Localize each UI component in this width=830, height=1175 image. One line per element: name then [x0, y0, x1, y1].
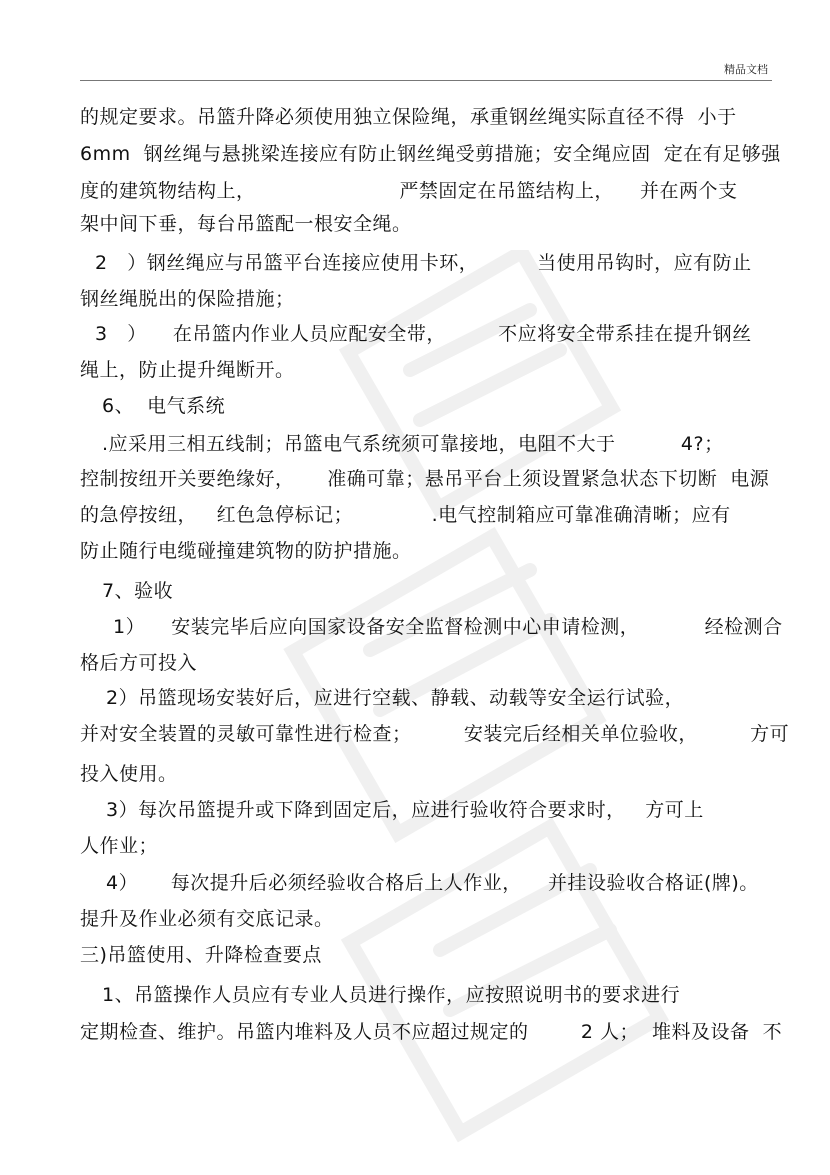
- body-line-8: 绳上，防止提升绳断开。: [80, 359, 295, 381]
- body-line-21: 人作业；: [80, 835, 159, 857]
- body-line-18: 并对安全装置的灵敏可靠性进行检查； 安装完后经相关单位验收， 方可: [80, 723, 790, 745]
- section-heading-electrical: 6、 电气系统: [102, 395, 226, 417]
- body-line-6: 钢丝绳脱出的保险措施；: [80, 288, 295, 310]
- body-line-12: 的急停按纽， 红色急停标记； .电气控制箱应可靠准确清晰；应有: [80, 504, 731, 526]
- body-line-5: 2 ）钢丝绳应与吊篮平台连接应使用卡环， 当使用吊钩时，应有防止: [95, 252, 752, 274]
- body-line-17: 2）吊篮现场安装好后，应进行空载、静载、动载等安全运行试验，: [106, 687, 685, 709]
- body-line-25: 1、吊篮操作人员应有专业人员进行操作，应按照说明书的要求进行: [102, 984, 681, 1006]
- body-line-19: 投入使用。: [80, 763, 178, 785]
- page-header-label: 精品文档: [724, 63, 768, 76]
- body-line-10: .应采用三相五线制；吊篮电气系统须可靠接地，电阻不大于 4?；: [102, 433, 724, 455]
- body-line-4: 架中间下垂，每台吊篮配一根安全绳。: [80, 213, 412, 235]
- body-line-22: 4） 每次提升后必须经验收合格后上人作业， 并挂设验收合格证(牌)。: [106, 872, 759, 894]
- body-line-7: 3 ） 在吊篮内作业人员应配安全带， 不应将安全带系挂在提升钢丝: [95, 323, 752, 345]
- body-line-11: 控制按纽开关要绝缘好， 准确可靠；悬吊平台上须设置紧急状态下切断 电源: [80, 468, 770, 490]
- body-line-15: 1） 安装完毕后应向国家设备安全监督检测中心申请检测， 经检测合: [113, 616, 783, 638]
- body-line-20: 3）每次吊篮提升或下降到固定后，应进行验收符合要求时， 方可上: [106, 799, 704, 821]
- body-line-13: 防止随行电缆碰撞建筑物的防护措施。: [80, 540, 412, 562]
- section-heading-acceptance: 7、验收: [102, 580, 174, 602]
- body-line-23: 提升及作业必须有交底记录。: [80, 908, 334, 930]
- body-line-1: 的规定要求。吊篮升降必须使用独立保险绳，承重钢丝绳实际直径不得 小于: [80, 106, 737, 128]
- section-heading-inspection: 三)吊篮使用、升降检查要点: [80, 944, 322, 966]
- header-divider: [80, 80, 772, 81]
- body-line-3: 度的建筑物结构上， 严禁固定在吊篮结构上， 并在两个支: [80, 180, 738, 202]
- body-line-2: 6mm 钢丝绳与悬挑梁连接应有防止钢丝绳受剪措施；安全绳应固 定在有足够强: [80, 143, 781, 165]
- body-line-16: 格后方可投入: [80, 652, 198, 674]
- body-line-26: 定期检查、维护。吊篮内堆料及人员不应超过规定的 2 人； 堆料及设备 不: [80, 1021, 783, 1043]
